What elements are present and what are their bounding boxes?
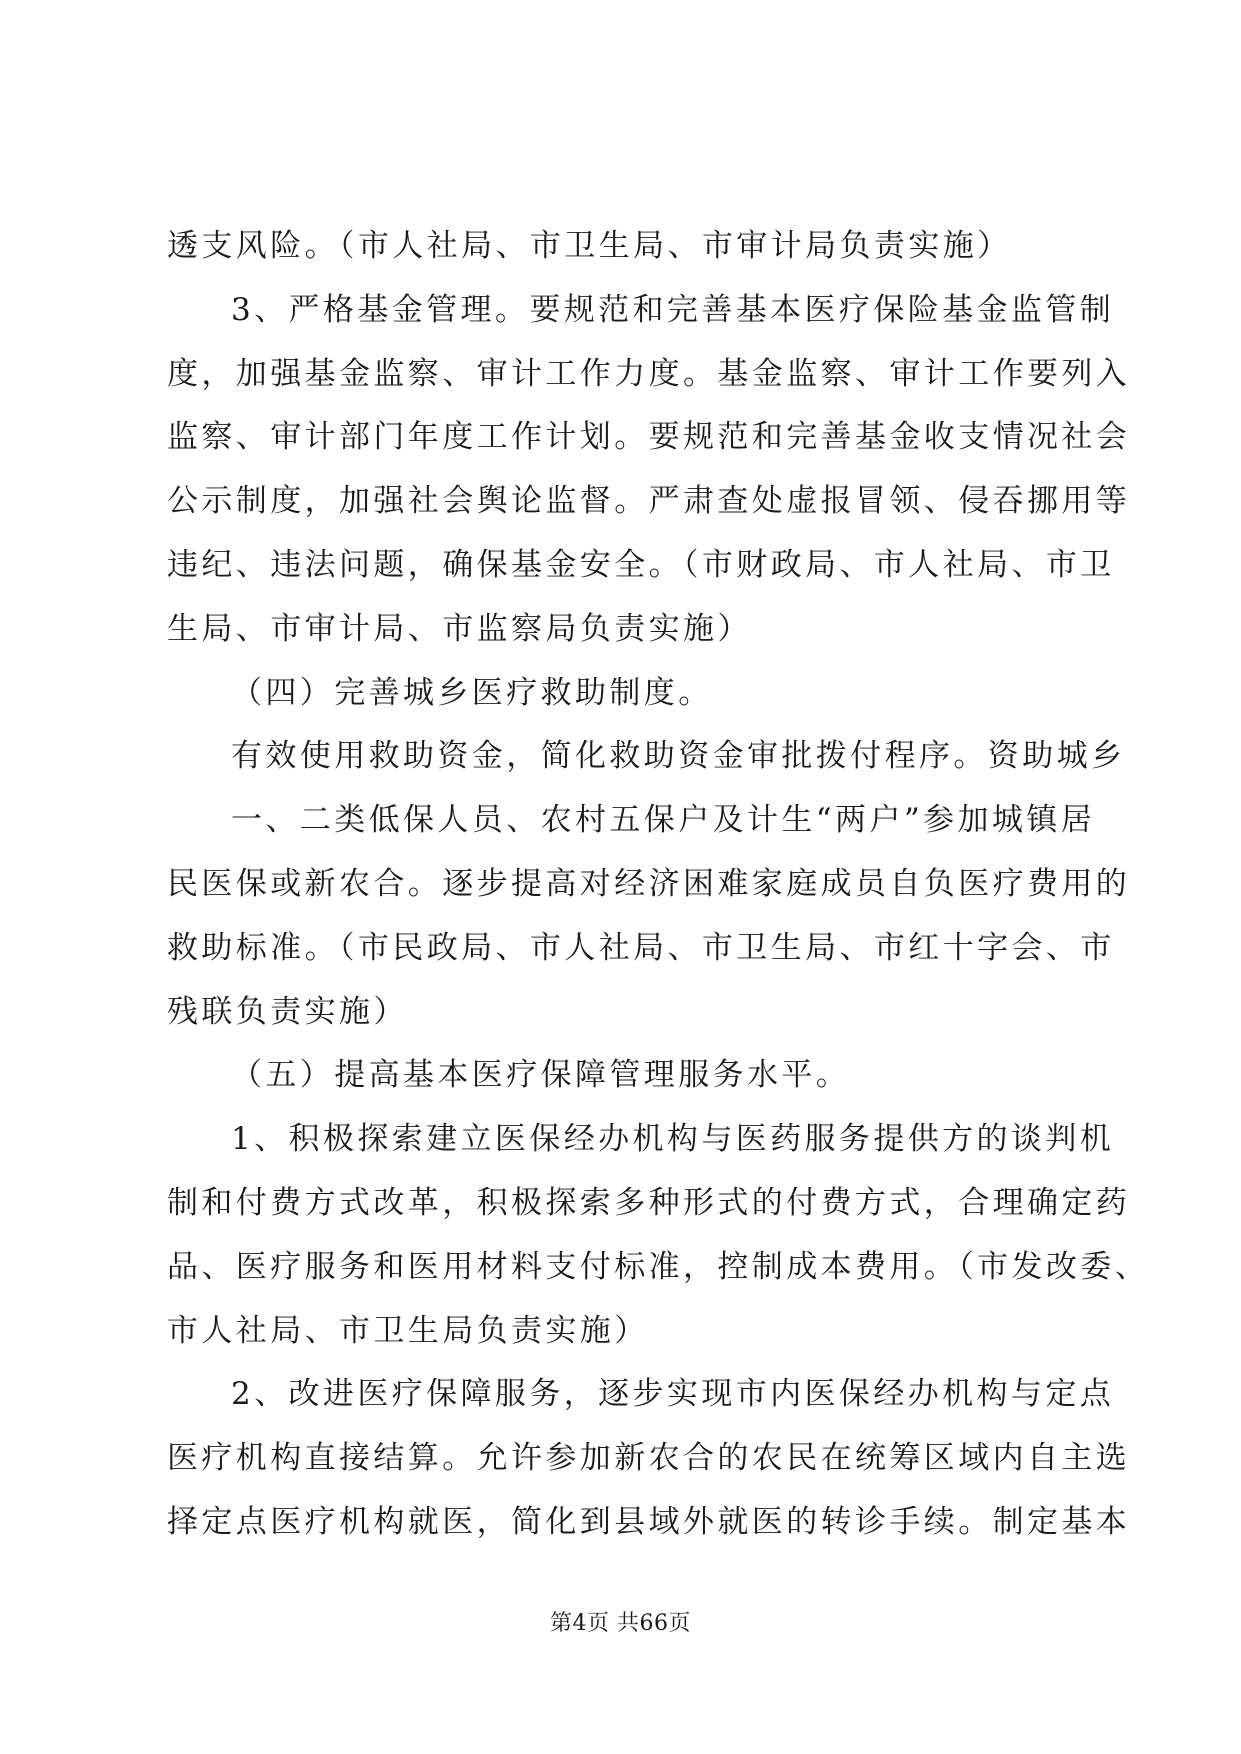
text-line: 监察、审计部门年度工作计划。要规范和完善基金收支情况社会 <box>167 419 1131 456</box>
text-line: 医疗机构直接结算。允许参加新农合的农民在统筹区域内自主选 <box>167 1440 1131 1477</box>
document-body <box>167 228 1150 1568</box>
text-line: 制和付费方式改革，积极探索多种形式的付费方式，合理确定药 <box>167 1184 1131 1221</box>
text-line: 民医保或新农合。逐步提高对经济困难家庭成员自负医疗费用的 <box>167 865 1131 902</box>
text-line: （四）完善城乡医疗救助制度。 <box>231 674 713 711</box>
page-footer: 第4页 共66页 <box>550 1611 691 1636</box>
text-line: 3、严格基金管理。要规范和完善基本医疗保险基金监管制 <box>231 291 1115 328</box>
text-line: 市人社局、市卫生局负责实施） <box>167 1312 649 1349</box>
text-line: 公示制度，加强社会舆论监督。严肃查处虚报冒领、侵吞挪用等 <box>167 483 1131 520</box>
text-line: 择定点医疗机构就医，简化到县域外就医的转诊手续。制定基本 <box>167 1503 1131 1540</box>
text-line: 透支风险。（市人社局、市卫生局、市审计局负责实施） <box>167 228 1012 264</box>
text-line: 残联负责实施） <box>167 993 408 1030</box>
text-line: 度，加强基金监察、审计工作力度。基金监察、审计工作要列入 <box>167 355 1131 392</box>
text-line: 生局、市审计局、市监察局负责实施） <box>167 610 752 647</box>
text-line: 品、医疗服务和医用材料支付标准，控制成本费用。（市发改委、 <box>167 1248 1150 1285</box>
text-line: 违纪、违法问题，确保基金安全。（市财政局、市人社局、市卫 <box>167 546 1115 583</box>
text-line: 1、积极探索建立医保经办机构与医药服务提供方的谈判机 <box>231 1121 1115 1158</box>
text-line: 有效使用救助资金，简化救助资金审批拨付程序。资助城乡 <box>231 738 1126 775</box>
text-line: 救助标准。（市民政局、市人社局、市卫生局、市红十字会、市 <box>167 929 1115 966</box>
text-line: 一、二类低保人员、农村五保户及计生“两户”参加城镇居 <box>231 802 1096 839</box>
text-line: 2、改进医疗保障服务，逐步实现市内医保经办机构与定点 <box>231 1376 1115 1413</box>
text-line: （五）提高基本医疗保障管理服务水平。 <box>231 1057 851 1094</box>
